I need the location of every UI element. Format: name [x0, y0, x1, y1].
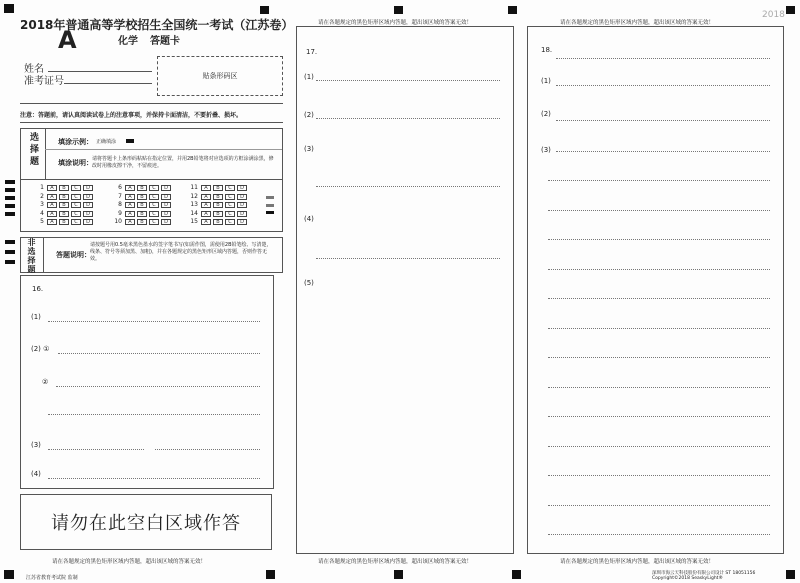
barcode-area-label: 贴条形码区	[202, 72, 238, 80]
mc-option-bubble[interactable]: C	[149, 219, 159, 225]
right-bottom-warning: 请在各题规定的黑色矩形区域内答题，超出该区域的答案无效！	[560, 559, 715, 565]
mc-option-bubble[interactable]: B	[59, 185, 69, 191]
alignment-mark	[266, 570, 275, 579]
mc-question-number: 11	[190, 184, 198, 191]
notice-box	[20, 103, 283, 123]
mc-question-row	[188, 218, 249, 226]
q18-answer-line[interactable]	[548, 416, 770, 417]
mc-option-bubble[interactable]: D	[83, 185, 93, 191]
q18-answer-line[interactable]	[556, 85, 770, 86]
q16-answer-area[interactable]	[20, 275, 274, 489]
mc-question-number: 8	[118, 201, 122, 208]
mc-question-number: 3	[40, 201, 44, 208]
id-field[interactable]	[64, 83, 152, 84]
mc-option-bubble[interactable]: D	[161, 194, 171, 200]
alignment-mark	[4, 570, 14, 579]
mc-option-bubble[interactable]: C	[71, 185, 81, 191]
q16-part: ②	[42, 378, 49, 386]
alignment-mark	[4, 4, 14, 13]
mc-option-bubble[interactable]: B	[59, 202, 69, 208]
timing-mark	[5, 240, 15, 244]
filled-bubble-example	[126, 139, 134, 143]
top-right-code: 2018	[762, 10, 785, 20]
mc-option-bubble[interactable]: D	[161, 185, 171, 191]
q18-part: (1)	[541, 77, 551, 85]
q18-part: (3)	[541, 146, 551, 154]
mc-option-bubble[interactable]: D	[83, 202, 93, 208]
q17-part: (3)	[304, 145, 314, 153]
mc-option-bubble[interactable]: C	[71, 211, 81, 217]
mc-question-row	[112, 193, 173, 201]
mc-question-number: 7	[118, 192, 122, 200]
q18-answer-line[interactable]	[548, 534, 770, 535]
alignment-mark	[508, 6, 517, 14]
mc-option-bubble[interactable]: D	[83, 211, 93, 217]
footer-left: 江苏省教育考试院 监制	[26, 575, 78, 581]
mc-question-row	[112, 184, 173, 192]
q16-answer-line[interactable]	[48, 414, 260, 415]
q18-answer-line[interactable]	[556, 151, 770, 152]
mc-question-row	[34, 210, 95, 218]
name-label: 姓名	[24, 64, 44, 75]
q16-answer-line[interactable]	[56, 386, 260, 387]
mc-option-bubble[interactable]: A	[201, 211, 211, 217]
nonchoice-instruction-label: 答题说明：	[56, 251, 91, 259]
q16-answer-line[interactable]	[155, 449, 260, 450]
q18-answer-line[interactable]	[548, 446, 770, 447]
mc-option-bubble[interactable]: C	[71, 202, 81, 208]
q16-part: (2) ①	[31, 345, 50, 353]
timing-mark	[5, 188, 15, 192]
notice-text: 注意：答题前，请认真阅读试卷上的注意事项，并保持卡面清洁，不要折叠、损坏。	[20, 112, 243, 119]
mc-option-bubble[interactable]: C	[149, 194, 159, 200]
mc-question-row	[112, 218, 173, 226]
q16-number: 16.	[32, 285, 44, 293]
mc-option-bubble[interactable]: A	[125, 202, 135, 208]
middle-bottom-warning: 请在各题规定的黑色矩形区域内答题，超出该区域的答案无效！	[318, 559, 473, 565]
mc-option-bubble[interactable]: C	[225, 219, 235, 225]
q18-answer-line[interactable]	[556, 120, 770, 121]
mc-option-bubble[interactable]: B	[137, 194, 147, 200]
mc-option-bubble[interactable]: C	[225, 185, 235, 191]
q17-answer-line[interactable]	[316, 118, 500, 119]
mc-option-bubble[interactable]: B	[59, 219, 69, 225]
timing-mark	[5, 250, 15, 254]
timing-mark	[5, 196, 15, 200]
mc-option-bubble[interactable]: B	[213, 185, 223, 191]
alignment-mark	[512, 570, 521, 579]
mc-option-bubble[interactable]: A	[125, 194, 135, 200]
mc-question-number: 12	[190, 192, 198, 200]
q18-answer-line[interactable]	[548, 387, 770, 388]
mc-question-row	[188, 210, 249, 218]
nonchoice-instruction-text: 请按题号用0.5毫米黑色墨水的签字笔书写(如需作图，需使用2B铅笔绘、写清楚，线条、符号等须加黑、加粗)，并在各题规定的黑色矩形区域内答题，否则作答无效。	[90, 242, 272, 262]
mc-option-bubble[interactable]: A	[125, 219, 135, 225]
q17-answer-area[interactable]	[296, 26, 514, 554]
mc-option-bubble[interactable]: A	[201, 202, 211, 208]
mc-option-bubble[interactable]: B	[59, 211, 69, 217]
mc-question-number: 15	[190, 218, 198, 225]
mc-option-bubble[interactable]: C	[149, 202, 159, 208]
q18-answer-line[interactable]	[548, 475, 770, 476]
fill-instruction-label: 填涂说明：	[58, 159, 93, 167]
q16-answer-line[interactable]	[48, 478, 260, 479]
mc-question-number: 2	[40, 192, 44, 200]
no-answer-area	[20, 494, 272, 550]
q18-answer-line[interactable]	[548, 210, 770, 211]
mc-option-bubble[interactable]: C	[225, 211, 235, 217]
mc-option-bubble[interactable]: A	[201, 194, 211, 200]
mc-question-number: 5	[40, 218, 44, 225]
q18-answer-line[interactable]	[548, 269, 770, 270]
q18-answer-line[interactable]	[548, 180, 770, 181]
q17-part: (1)	[304, 73, 314, 81]
q16-part: (3)	[31, 441, 41, 449]
mc-option-bubble[interactable]: B	[59, 194, 69, 200]
mc-option-bubble[interactable]: D	[237, 185, 247, 191]
fill-example-label: 填涂示例：	[58, 138, 93, 146]
timing-mark	[5, 180, 15, 184]
timing-mark	[5, 212, 15, 216]
q18-answer-line[interactable]	[548, 328, 770, 329]
mc-option-bubble[interactable]: A	[201, 219, 211, 225]
mc-option-bubble[interactable]: D	[237, 202, 247, 208]
mc-option-bubble[interactable]: B	[137, 185, 147, 191]
mc-question-row	[34, 184, 95, 192]
mc-option-bubble[interactable]: A	[47, 219, 57, 225]
mc-question-number: 4	[40, 209, 44, 217]
footer-right-line2: Copyright©2018 SeaskyLight®	[652, 576, 723, 581]
left-bottom-warning: 请在各题规定的黑色矩形区域内答题，超出该区域的答案无效！	[52, 559, 207, 565]
no-answer-area-label: 请勿在此空白区域作答	[51, 513, 241, 534]
mc-option-bubble[interactable]: C	[149, 185, 159, 191]
mc-option-bubble[interactable]: C	[71, 194, 81, 200]
alignment-mark	[394, 570, 403, 579]
mc-question-row	[188, 193, 249, 201]
mc-question-number: 13	[190, 201, 198, 208]
mc-question-number: 1	[40, 184, 44, 191]
mc-question-row	[188, 184, 249, 192]
mc-option-bubble[interactable]: A	[125, 211, 135, 217]
mc-question-row	[34, 193, 95, 201]
mc-question-row	[188, 201, 249, 209]
exam-title: 2018年普通高等学校招生全国统一考试（江苏卷）	[20, 18, 294, 32]
mc-option-bubble[interactable]: D	[161, 211, 171, 217]
mc-option-bubble[interactable]: B	[213, 219, 223, 225]
mc-option-bubble[interactable]: D	[83, 219, 93, 225]
q18-answer-line[interactable]	[548, 357, 770, 358]
mc-question-row	[112, 201, 173, 209]
q18-number: 18.	[541, 46, 553, 54]
mc-option-bubble[interactable]: D	[237, 211, 247, 217]
right-top-warning: 请在各题规定的黑色矩形区域内答题，超出该区域的答案无效！	[560, 20, 715, 26]
footer-right-line1: 深圳市海云天科技股份有限公司设计 ST 18051156	[652, 571, 756, 576]
mc-option-bubble[interactable]: A	[125, 185, 135, 191]
mc-option-bubble[interactable]: B	[137, 211, 147, 217]
q18-answer-line[interactable]	[548, 298, 770, 299]
mc-option-bubble[interactable]: A	[47, 194, 57, 200]
mc-question-row	[34, 218, 95, 226]
mc-question-row	[34, 201, 95, 209]
q17-part: (4)	[304, 215, 314, 223]
q18-answer-line[interactable]	[548, 505, 770, 506]
mc-option-bubble[interactable]: B	[213, 194, 223, 200]
mc-option-bubble[interactable]: D	[161, 202, 171, 208]
q18-answer-line[interactable]	[556, 58, 770, 59]
mc-option-bubble[interactable]: A	[47, 202, 57, 208]
mc-option-bubble[interactable]: B	[137, 202, 147, 208]
mc-option-bubble[interactable]: B	[213, 202, 223, 208]
subject: 化学	[118, 36, 138, 47]
mc-option-bubble[interactable]: D	[83, 194, 93, 200]
mc-option-bubble[interactable]: C	[225, 202, 235, 208]
fill-example-text: 正确填涂	[96, 139, 117, 145]
q16-answer-line[interactable]	[48, 321, 260, 322]
timing-mark	[5, 204, 15, 208]
fill-instruction-text: 请将答题卡上条形码粘贴在指定位置，并用2B铅笔将对应选项的方框涂满涂黑，修改时用橡皮擦干净，不留痕迹。	[92, 156, 274, 169]
q18-part: (2)	[541, 110, 551, 118]
mc-question-number: 10	[114, 218, 122, 225]
mc-option-bubble[interactable]: A	[201, 185, 211, 191]
mc-option-bubble[interactable]: B	[137, 219, 147, 225]
choice-side-label: 选择题	[28, 132, 38, 168]
q17-number: 17.	[306, 48, 318, 56]
id-label: 准考证号	[24, 76, 64, 87]
alignment-mark	[394, 6, 403, 14]
q17-answer-line[interactable]	[316, 186, 500, 187]
paper-type: A	[58, 26, 77, 54]
alignment-mark	[786, 6, 795, 14]
q16-answer-line[interactable]	[58, 353, 260, 354]
q17-part: (2)	[304, 111, 314, 119]
mc-question-number: 6	[118, 184, 122, 191]
mc-option-bubble[interactable]: D	[237, 219, 247, 225]
mc-question-row	[112, 210, 173, 218]
mc-question-number: 14	[190, 209, 198, 217]
alignment-mark	[786, 570, 795, 579]
q18-answer-line[interactable]	[548, 239, 770, 240]
mc-option-bubble[interactable]: C	[71, 219, 81, 225]
mc-option-bubble[interactable]: A	[47, 211, 57, 217]
nonchoice-side-label: 非选择题	[27, 238, 36, 274]
mc-option-bubble[interactable]: C	[225, 194, 235, 200]
q16-answer-line[interactable]	[48, 449, 144, 450]
q16-part: (1)	[31, 313, 41, 321]
mc-question-number: 9	[118, 209, 122, 217]
mc-option-bubble[interactable]: D	[161, 219, 171, 225]
barcode-area	[157, 56, 283, 96]
middle-top-warning: 请在各题规定的黑色矩形区域内答题，超出该区域的答案无效！	[318, 20, 473, 26]
q16-part: (4)	[31, 470, 41, 478]
mc-option-bubble[interactable]: B	[213, 211, 223, 217]
alignment-mark	[260, 6, 269, 14]
timing-mark	[5, 260, 15, 264]
q17-answer-line[interactable]	[316, 80, 500, 81]
card-name: 答题卡	[150, 36, 180, 47]
mc-option-bubble[interactable]: D	[237, 194, 247, 200]
q17-part: (5)	[304, 279, 314, 287]
q17-answer-line[interactable]	[316, 258, 500, 259]
mc-option-bubble[interactable]: C	[149, 211, 159, 217]
mc-option-bubble[interactable]: A	[47, 185, 57, 191]
